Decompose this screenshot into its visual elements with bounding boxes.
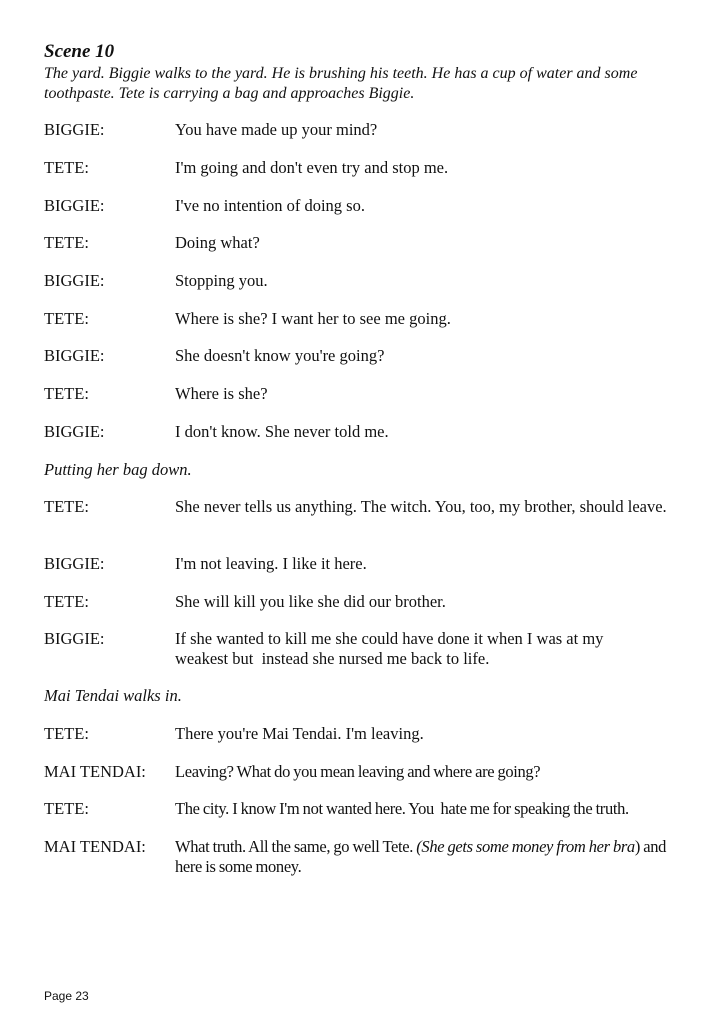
speaker-name: MAI TENDAI: — [44, 762, 146, 781]
speaker-name: TETE: — [44, 158, 89, 177]
dialogue-text-start: What truth. All the same, go well Tete. — [175, 837, 417, 856]
dialogue-text: Doing what? — [175, 233, 260, 252]
dialogue-text: She never tells us anything. The witch. You, too, my brother, should leave. — [175, 497, 667, 516]
speaker-name: TETE: — [44, 497, 89, 516]
speaker-name: TETE: — [44, 384, 89, 403]
dialogue-text: She will kill you like she did our brother. — [175, 592, 446, 611]
speaker-name: BIGGIE: — [44, 554, 105, 573]
dialogue-text: There you're Mai Tendai. I'm leaving. — [175, 724, 424, 743]
dialogue-text: If she wanted to kill me she could have done it when I was at my weakest but instead she nursed me back to life. — [175, 629, 608, 668]
speaker-name: BIGGIE: — [44, 196, 105, 215]
speaker-name: MAI TENDAI: — [44, 837, 146, 856]
speaker-name: TETE: — [44, 592, 89, 611]
dialogue-text: Where is she? — [175, 384, 268, 403]
dialogue-text: Stopping you. — [175, 271, 268, 290]
speaker-name: BIGGIE: — [44, 271, 105, 290]
speaker-name: BIGGIE: — [44, 120, 105, 139]
dialogue-text-end: ) and here is some money. — [175, 837, 667, 876]
scene-title: Scene 10 — [44, 41, 115, 62]
inline-stage-direction: (She gets some money from her bra — [416, 837, 635, 856]
stage-direction: Mai Tendai walks in. — [44, 686, 182, 705]
dialogue-text: She doesn't know you're going? — [175, 346, 385, 365]
dialogue-text: I'm going and don't even try and stop me. — [175, 158, 449, 177]
dialogue-text: The city. I know I'm not wanted here. You hate me for speaking the truth. — [175, 799, 629, 818]
speaker-name: TETE: — [44, 309, 89, 328]
page-number: Page 23 — [44, 989, 89, 1003]
dialogue-text — [175, 837, 695, 877]
dialogue-text: I've no intention of doing so. — [175, 196, 365, 215]
speaker-name: TETE: — [44, 233, 89, 252]
dialogue-text: Where is she? I want her to see me going. — [175, 309, 451, 328]
speaker-name: TETE: — [44, 724, 89, 743]
stage-direction: Putting her bag down. — [44, 460, 192, 479]
speaker-name: BIGGIE: — [44, 422, 105, 441]
speaker-name: BIGGIE: — [44, 346, 105, 365]
scene-intro-direction: The yard. Biggie walks to the yard. He is brushing his teeth. He has a cup of water and some toothpaste. Tete is carrying a bag and approaches Biggie. — [44, 65, 638, 102]
dialogue-text: I don't know. She never told me. — [175, 422, 389, 441]
speaker-name: TETE: — [44, 799, 89, 818]
dialogue-text: Leaving? What do you mean leaving and where are going? — [175, 762, 541, 781]
speaker-name: BIGGIE: — [44, 629, 105, 648]
dialogue-text: I'm not leaving. I like it here. — [175, 554, 367, 573]
dialogue-text: You have made up your mind? — [175, 120, 378, 139]
